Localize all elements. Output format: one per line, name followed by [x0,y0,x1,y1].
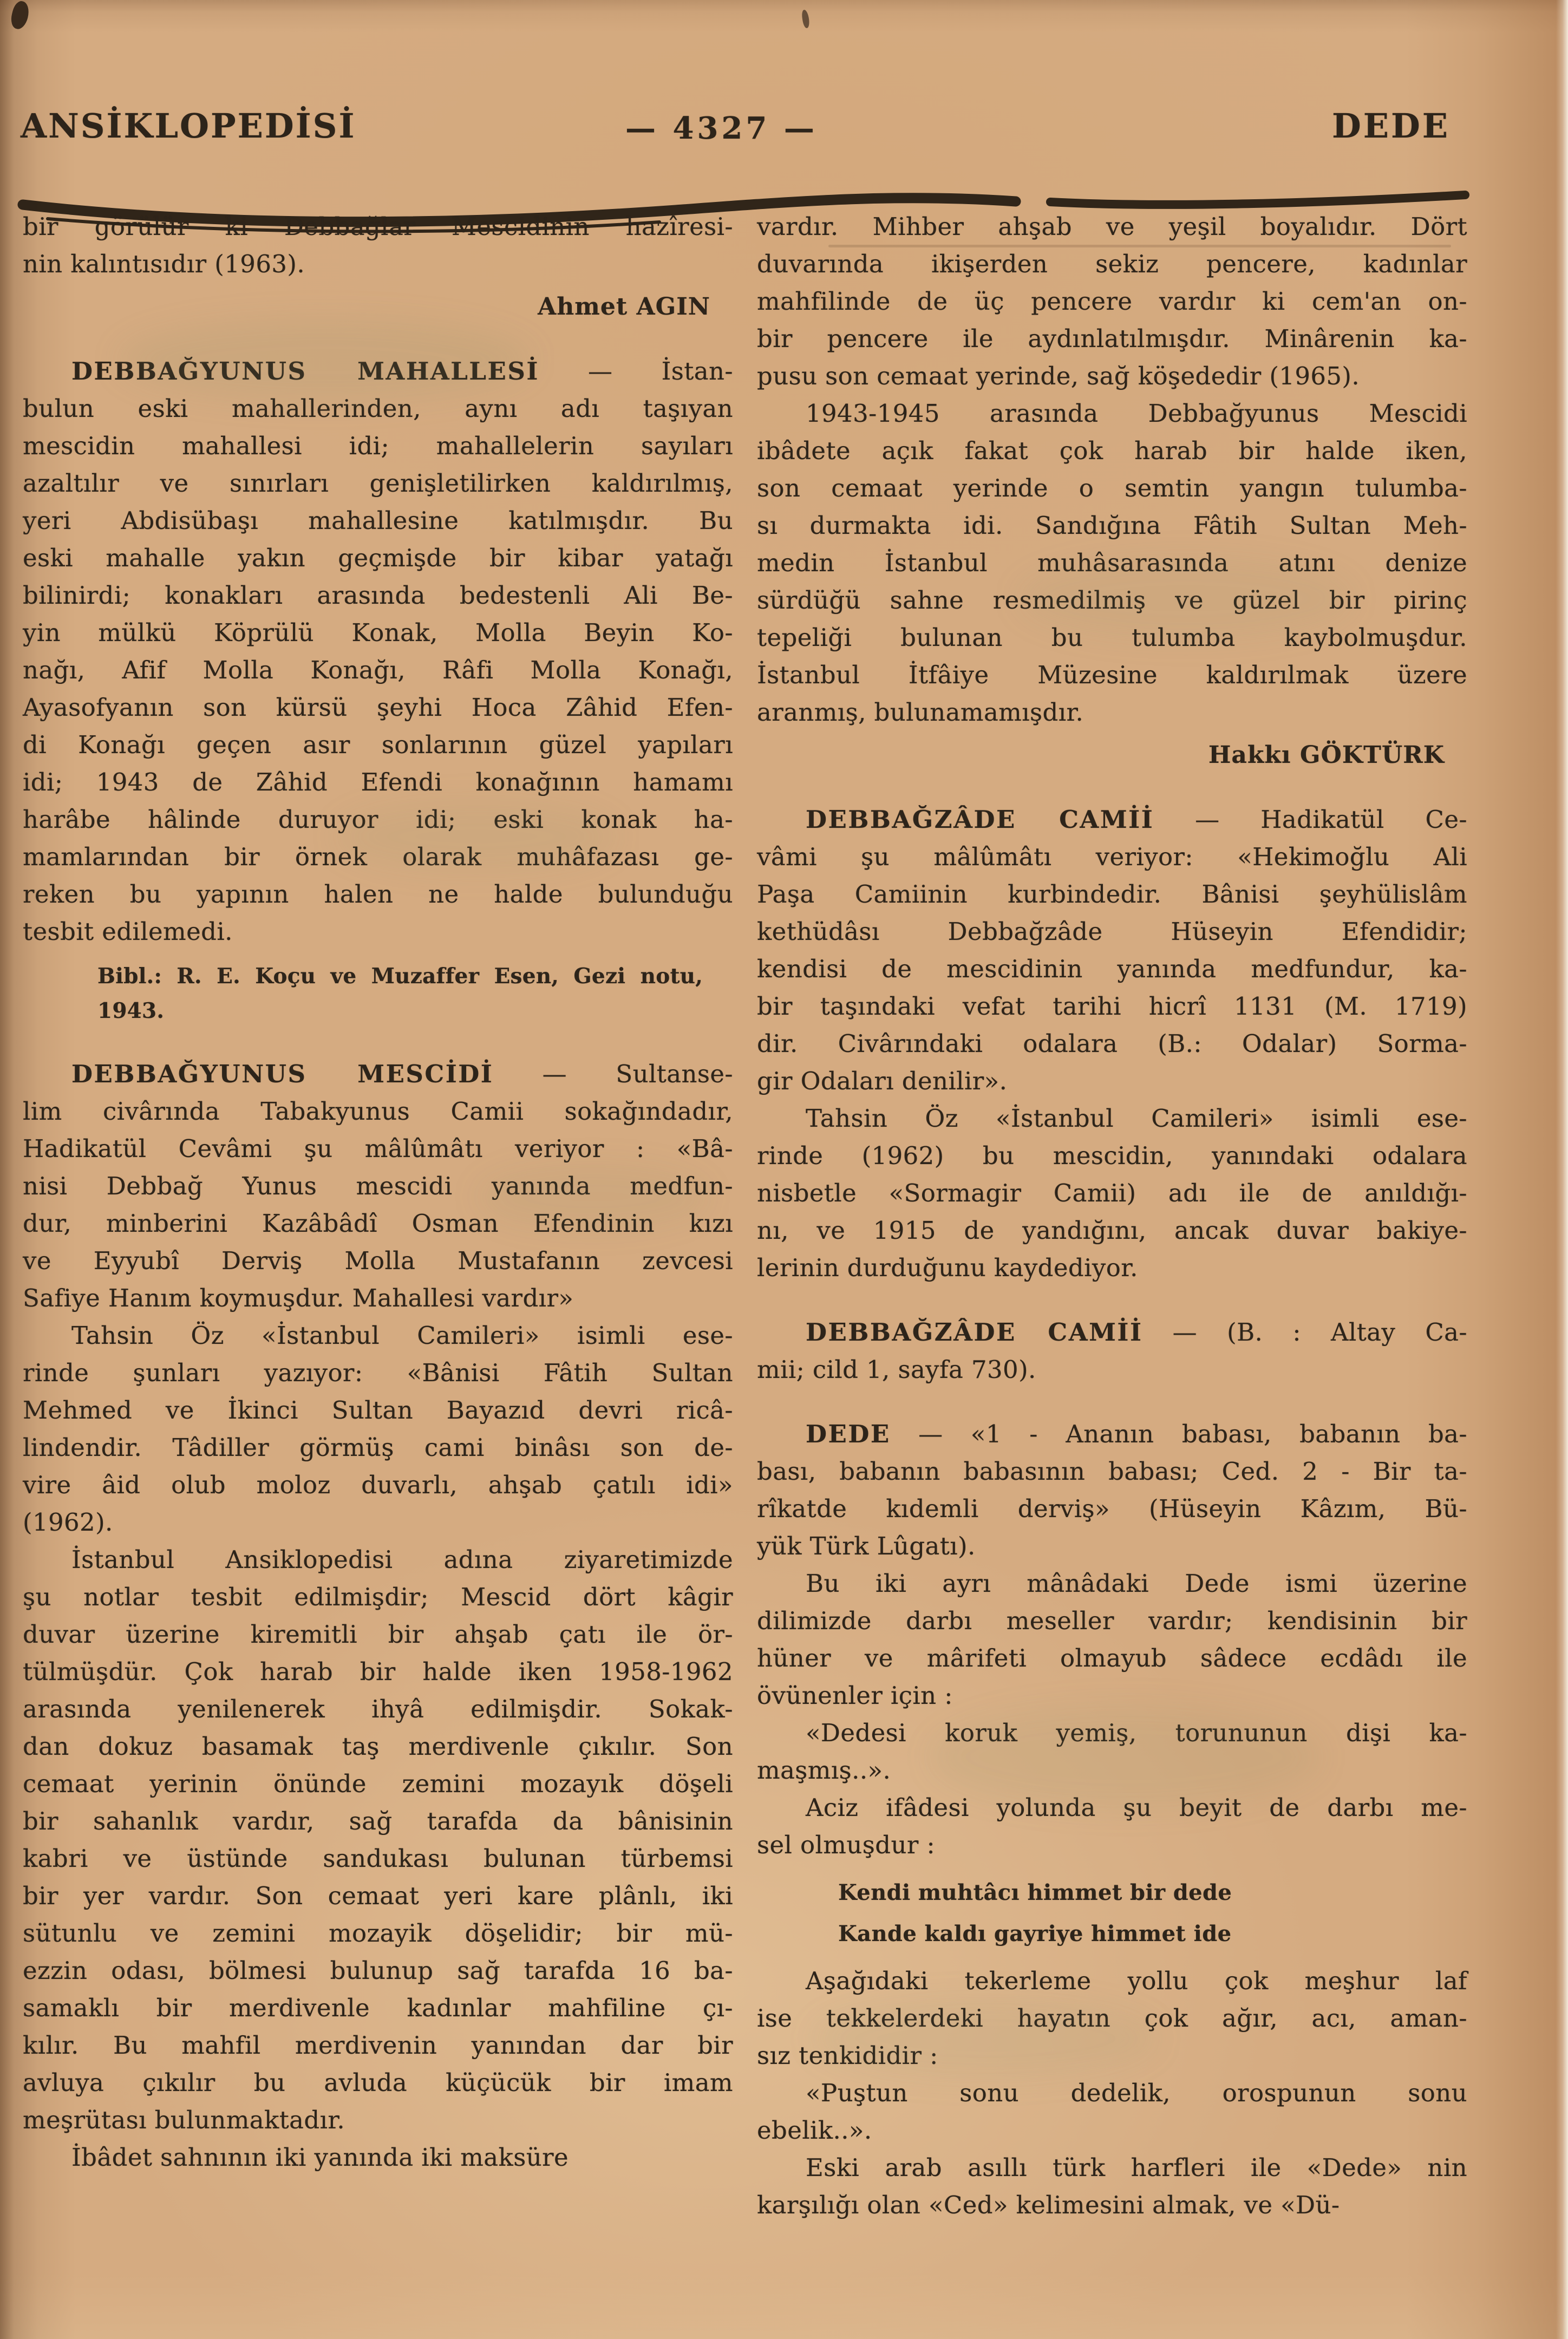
text-line: DEBBAĞYUNUS MESCİDİ — Sultanse- [71,1060,733,1088]
text-line: bir taşındaki vefat tarihi hicrî 1131 (M. 1719) [757,992,1467,1021]
entry-headword: DEBBAĞZÂDE CAMİİ [806,1318,1143,1347]
text-line: azaltılır ve sınırları genişletilirken kaldırılmış, [23,469,733,498]
text-line: Eski arab asıllı türk harfleri ile «Dede» nin [806,2153,1467,2182]
text-line: İbâdet sahnının iki yanında iki maksüre [71,2143,569,2172]
text-line: nağı, Afif Molla Konağı, Râfi Molla Konağı, [23,656,733,684]
text-line: Tahsin Öz «İstanbul Camileri» isimli ese- [806,1104,1467,1133]
entry-headword: DEBBAĞZÂDE CAMİİ [806,805,1154,834]
text-line: mescidin mahallesi idi; mahallelerin sayıları [23,432,733,460]
text-line: kılır. Bu mahfil merdivenin yanından dar bir [23,2031,733,2060]
text-line: lerinin durduğunu kaydediyor. [757,1253,1138,1282]
text-line: bir pencere ile aydınlatılmışdır. Minârenin ka- [757,324,1467,353]
text-line: vâmi şu mâlûmâtı veriyor: «Hekimoğlu Ali [757,842,1467,871]
text-line: mii; cild 1, sayfa 730). [757,1355,1036,1384]
text-line: 1943-1945 arasında Debbağyunus Mescidi [806,399,1467,428]
text-line: eski mahalle yakın geçmişde bir kibar yatağı [23,544,733,572]
entry-paragraph [23,352,733,950]
paragraph [757,208,1467,395]
text-line: nisi Debbağ Yunus mescidi yanında medfun- [23,1172,733,1200]
text-line: tülmüşdür. Çok harab bir halde iken 1958-1962 [23,1657,733,1686]
text-line: Hadikatül Cevâmi şu mâlûmâtı veriyor : «Bâ- [23,1134,733,1163]
text-line: mahfilinde de üç pencere vardır ki cem'an on- [757,287,1467,316]
text-line: cemaat yerinin önünde zemini mozayık döşeli [23,1769,733,1798]
text-line: bası, babanın babasının babası; Ced. 2 - Bir ta- [757,1457,1467,1486]
text-line: Mehmed ve İkinci Sultan Bayazıd devri ricâ- [23,1396,733,1425]
paragraph [23,1541,733,2139]
text-line: duvar üzerine kiremitli bir ahşab çatı ile ör- [23,1620,733,1649]
text-line: Aşağıdaki tekerleme yollu çok meşhur laf [806,1966,1467,1995]
verse-couplet [838,1872,1467,1955]
entry-paragraph [757,1415,1467,1565]
paragraph [23,1317,733,1541]
text-line: dan dokuz basamak taş merdivenle çıkılır. Son [23,1732,733,1761]
text-line: övünenler için : [757,1681,953,1710]
text-line: gir Odaları denilir». [757,1067,1008,1095]
text-line: nin kalıntısıdır (1963). [23,250,305,278]
text-line: mamlarından bir örnek olarak muhâfazası ge- [23,842,733,871]
text-line: avluya çıkılır bu avluda küçücük bir imam [23,2068,733,2097]
paragraph [757,1714,1467,1789]
text-line: sı durmakta idi. Sandığına Fâtih Sultan Meh- [757,511,1467,540]
text-line: samaklı bir merdivenle kadınlar mahfiline çı- [23,1994,733,2022]
text-line: rîkatde kıdemli derviş» (Hüseyin Kâzım, Bü- [757,1494,1467,1523]
paragraph [757,2149,1467,2224]
text-line: bir görülür ki Debbağlar Mescidinin hazîresi- [23,212,733,241]
entry-paragraph [757,801,1467,1100]
text-line: meşrütası bulunmaktadır. [23,2106,345,2134]
author-signature: Ahmet AGIN [538,293,710,321]
text-line: ebelik..». [757,2116,872,2145]
paragraph [757,1100,1467,1286]
text-line: sız tenkididir : [757,2041,938,2070]
text-line: son cemaat yerinde o semtin yangın tulumba- [757,474,1467,502]
paragraph [757,1565,1467,1714]
text-line: Kande kaldı gayriye himmet ide [838,1921,1232,1946]
text-line: Bu iki ayrı mânâdaki Dede ismi üzerine [806,1569,1467,1598]
text-line: di Konağı geçen asır sonlarının güzel yapıları [23,730,733,759]
paragraph [757,395,1467,731]
text-line: dir. Civârındaki odalara (B.: Odalar) Sorma- [757,1029,1467,1058]
text-line: vardır. Mihber ahşab ve yeşil boyalıdır. Dört [757,212,1467,241]
text-line: lim civârında Tabakyunus Camii sokağındadır, [23,1097,733,1126]
entry-headword: DEBBAĞYUNUS MAHALLESİ [71,357,539,386]
paragraph [23,208,733,283]
text-line: Ayasofyanın son kürsü şeyhi Hoca Zâhid Efen- [23,693,733,722]
text-line: hüner ve mârifeti olmayub sâdece ecdâdı ile [757,1644,1467,1672]
text-line: sel olmuşdur : [757,1831,936,1859]
paragraph [23,2139,733,2176]
text-line: (1962). [23,1508,113,1537]
text-line: Safiye Hanım koymuşdur. Mahallesi vardır» [23,1284,574,1312]
text-line: DEBBAĞZÂDE CAMİİ — (B. : Altay Ca- [806,1318,1467,1347]
text-line: «Puştun sonu dedelik, orospunun sonu [806,2079,1467,2107]
text-line: sürdüğü sahne resmedilmiş ve güzel bir pirinç [757,586,1467,615]
text-line: Aciz ifâdesi yolunda şu beyit de darbı me- [806,1793,1467,1822]
text-line: DEBBAĞYUNUS MAHALLESİ — İstan- [71,357,733,386]
text-line: arasında yenilenerek ihyâ edilmişdir. Sokak- [23,1695,733,1723]
text-line: DEDE — «1 - Ananın babası, babanın ba- [806,1420,1467,1448]
text-line: bilinirdi; konakları arasında bedestenli Ali Be- [23,581,733,610]
text-line: tepeliği bulunan bu tulumba kaybolmuşdur. [757,623,1467,652]
paragraph [757,1962,1467,2074]
text-line: İstanbul İtfâiye Müzesine kaldırılmak üzere [757,661,1467,689]
text-line: yin mülkü Köprülü Konak, Molla Beyin Ko- [23,618,733,647]
text-line: duvarında ikişerden sekiz pencere, kadınlar [757,250,1467,278]
text-line: medin İstanbul muhâsarasında atını denize [757,548,1467,577]
text-line: rinde (1962) bu mescidin, yanındaki odalara [757,1141,1467,1170]
header-journal-title: ANSİKLOPEDİSİ [21,106,356,146]
text-line: nisbetle «Sormagir Camii) adı ile de anıldığı- [757,1179,1467,1207]
text-line: yeri Abdisübaşı mahallesine katılmışdır. Bu [23,506,733,535]
text-line: Tahsin Öz «İstanbul Camileri» isimli ese- [71,1321,733,1350]
bibliography-block [97,959,703,1028]
column-left [23,208,733,2176]
text-line: bulun eski mahallerinden, aynı adı taşıyan [23,394,733,423]
text-line: lindendir. Tâdiller görmüş cami binâsı son de- [23,1433,733,1462]
text-line: karşılığı olan «Ced» kelimesini almak, ve «Dü- [757,2191,1340,2219]
text-line: dilimizde darbı meseller vardır; kendisinin bir [757,1606,1467,1635]
text-line: yük Türk Lûgatı). [757,1532,976,1560]
text-line: ibâdete açık fakat çok harab bir halde iken, [757,436,1467,465]
text-line: kabri ve üstünde sandukası bulunan türbemsi [23,1844,733,1873]
text-line: Paşa Camiinin kurbindedir. Bânisi şeyhülislâm [757,880,1467,909]
text-line: pusu son cemaat yerinde, sağ köşededir (1965). [757,362,1360,390]
ink-fleck [9,0,31,31]
text-line: bir yer vardır. Son cemaat yeri kare plânlı, iki [23,1881,733,1910]
text-line: maşmış..». [757,1756,891,1785]
text-line: idi; 1943 de Zâhid Efendi konağının hamamı [23,768,733,796]
text-line: 1943. [97,998,165,1023]
text-line: Bibl.: R. E. Koçu ve Muzaffer Esen, Gezi notu, [97,964,703,989]
text-line: İstanbul Ansiklopedisi adına ziyaretimizde [71,1545,733,1574]
text-line: reken bu yapının halen ne halde bulunduğu [23,880,733,909]
text-line: ve Eyyubî Derviş Molla Mustafanın zevcesi [23,1246,733,1275]
column-right [757,208,1467,2224]
text-line: harâbe hâlinde duruyor idi; eski konak ha- [23,805,733,834]
text-line: «Dedesi koruk yemiş, torununun dişi ka- [806,1719,1467,1747]
text-line: bir sahanlık vardır, sağ tarafda da bânisinin [23,1807,733,1835]
entry-paragraph [23,1055,733,1317]
text-line: Kendi muhtâcı himmet bir dede [838,1880,1232,1905]
text-line: kendisi de mescidinin yanında medfundur, ka- [757,955,1467,983]
text-line: tesbit edilemedi. [23,917,233,946]
text-line: ise tekkelerdeki hayatın çok ağır, acı, aman- [757,2004,1467,2033]
text-line: şu notlar tesbit edilmişdir; Mescid dört kâgir [23,1583,733,1611]
entry-headword: DEBBAĞYUNUS MESCİDİ [71,1060,494,1088]
author-signature: Hakkı GÖKTÜRK [1208,741,1445,769]
entry-headword: DEDE [806,1420,891,1448]
text-line: kethüdâsı Debbağzâde Hüseyin Efendidir; [757,917,1467,946]
text-line: sütunlu ve zemini mozayik döşelidir; bir mü- [23,1919,733,1948]
paragraph [757,2074,1467,2149]
entry-paragraph [757,1314,1467,1388]
text-line: DEBBAĞZÂDE CAMİİ — Hadikatül Ce- [806,805,1467,834]
text-line: dur, minberini Kazâbâdî Osman Efendinin kızı [23,1209,733,1238]
ink-fleck [801,9,811,28]
header-page-number: — 4327 — [625,110,818,146]
text-line: nı, ve 1915 de yandığını, ancak duvar bakiye- [757,1216,1467,1245]
text-line: ezzin odası, bölmesi bulunup sağ tarafda 16 ba- [23,1956,733,1985]
header-entry-keyword: DEDE [1331,106,1450,146]
text-line: vire âid olub moloz duvarlı, ahşab çatılı idi» [23,1471,733,1499]
text-line: aranmış, bulunamamışdır. [757,698,1084,727]
text-line: rinde şunları yazıyor: «Bânisi Fâtih Sultan [23,1358,733,1387]
paragraph [757,1789,1467,1864]
